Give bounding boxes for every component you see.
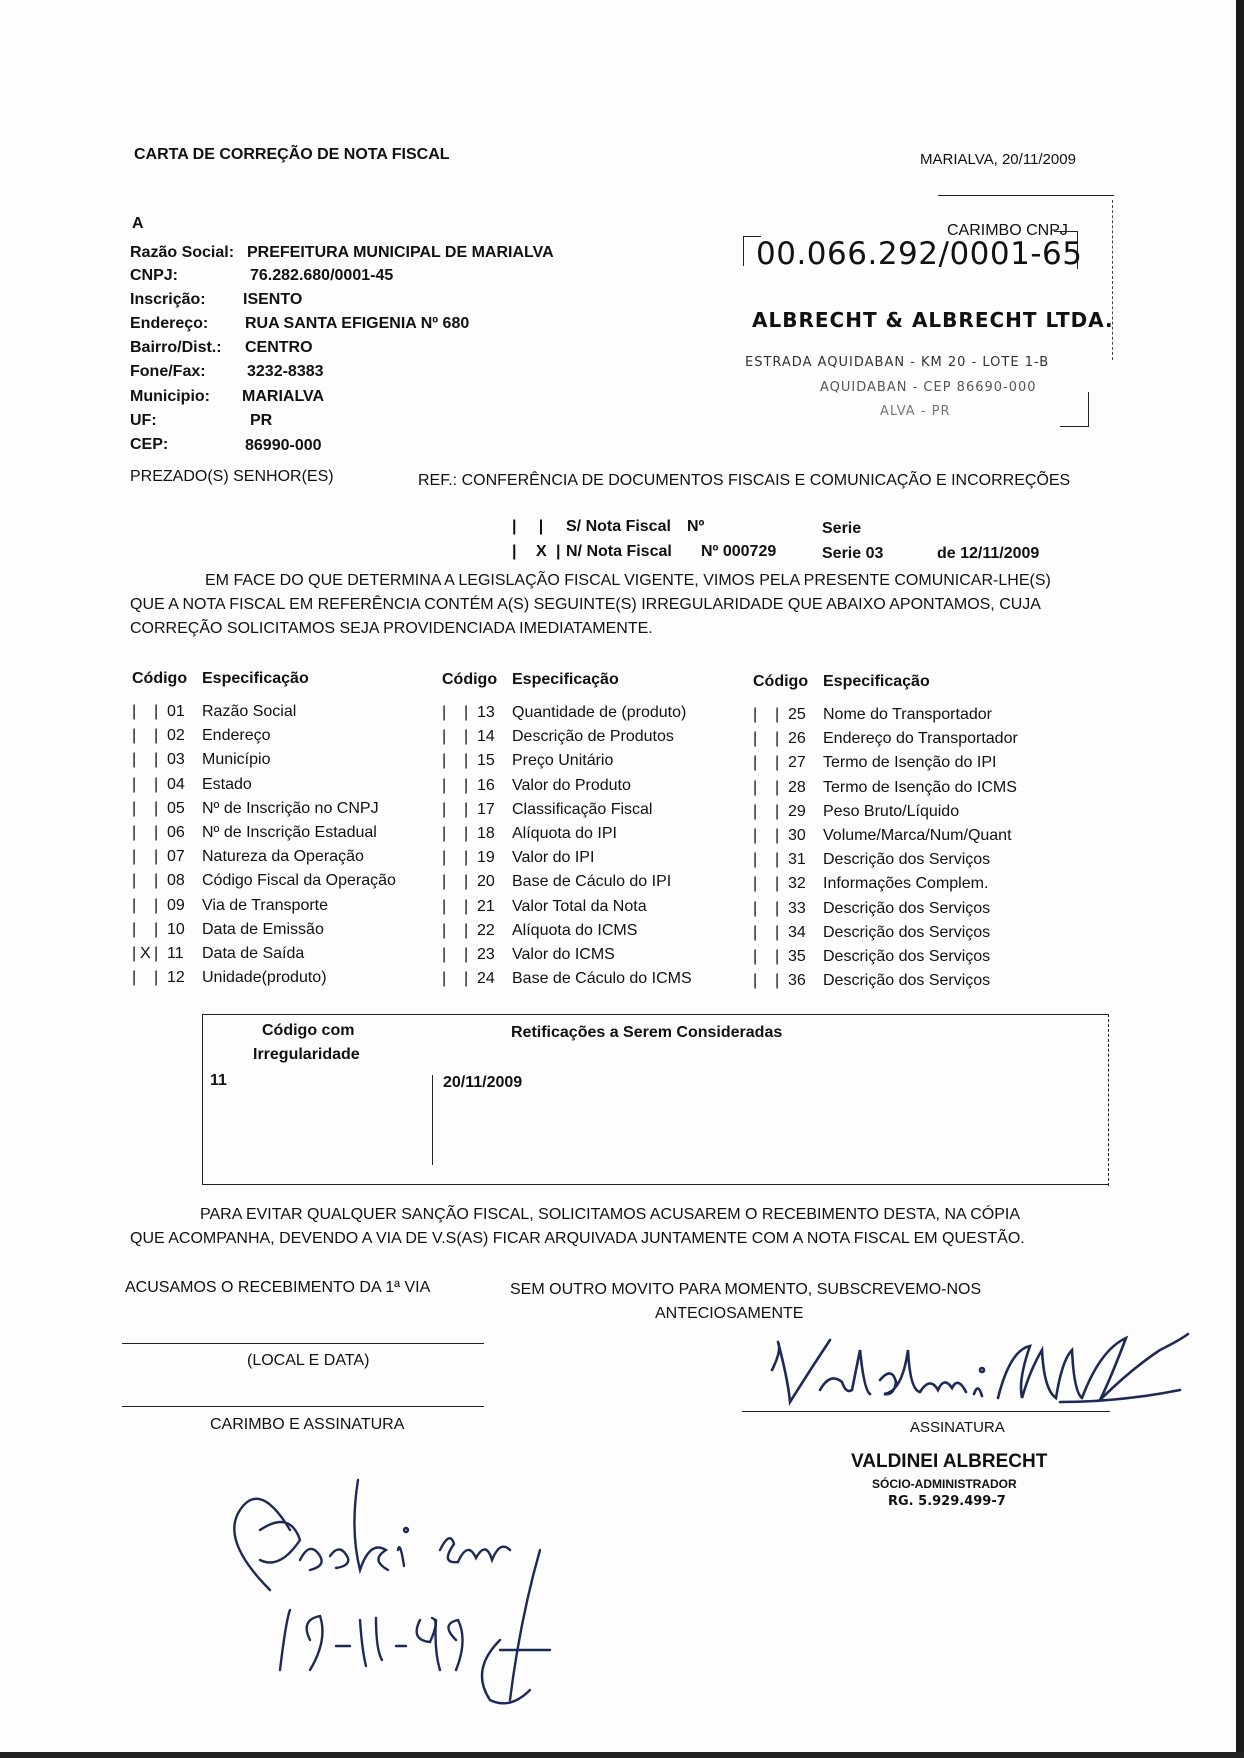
code-number: 26 [788, 730, 806, 748]
code-row-35 [753, 948, 1053, 970]
code-row-17 [442, 801, 742, 823]
field-value-cep: 86990-000 [245, 437, 322, 454]
code-number: 15 [477, 752, 495, 770]
code-spec: Descrição dos Serviços [823, 972, 991, 990]
code-spec: Via de Transporte [202, 896, 329, 914]
closing-line1: PARA EVITAR QUALQUER SANÇÃO FISCAL, SOLICITAMOS ACUSAREM O RECEBIMENTO DESTA, NA CÓPIA [200, 1206, 1021, 1223]
retif-col1-header-l1: Código com [262, 1022, 355, 1039]
code-row-36 [753, 972, 1053, 994]
code-checkbox-right: | [775, 851, 780, 869]
stamp-bracket-left [743, 236, 744, 266]
code-checkbox-left: | [753, 923, 758, 941]
code-spec: Endereço do Transportador [823, 730, 1018, 748]
retif-divider [432, 1075, 433, 1165]
code-spec: Valor do ICMS [512, 946, 615, 963]
code-checkbox-left: | [753, 948, 758, 965]
retif-left-line [202, 1014, 203, 1184]
code-number: 36 [788, 972, 806, 990]
nota-row1-serie: Serie [822, 520, 862, 537]
code-checkbox-right: | [775, 802, 780, 820]
code-number: 33 [788, 899, 806, 917]
code-number: 32 [788, 875, 806, 893]
reference: REF.: CONFERÊNCIA DE DOCUMENTOS FISCAIS E COMUNICAÇÃO E INCORREÇÕES [418, 472, 1071, 489]
code-row-02 [132, 727, 432, 749]
code-checkbox-right: | [154, 775, 159, 793]
code-spec: Base de Cáculo do ICMS [512, 970, 692, 988]
nota-row2-label: N/ Nota Fiscal [566, 543, 672, 560]
code-spec: Nº de Inscrição no CNPJ [202, 799, 379, 817]
code-spec: Descrição dos Serviços [823, 923, 991, 941]
retif-bottom-line [202, 1184, 1109, 1185]
code-checkbox-right: | [775, 706, 780, 723]
codes-col3-header-code: Código [753, 673, 809, 690]
code-checkbox-left: | [442, 825, 447, 842]
code-number: 07 [167, 848, 185, 866]
stamp-dashed-edge [1112, 200, 1113, 360]
code-checkbox-left: | [753, 802, 758, 820]
code-number: 09 [167, 896, 185, 914]
code-row-21 [442, 898, 742, 920]
nota-row1-no: Nº [687, 518, 705, 535]
code-checkbox-right: | [775, 730, 780, 748]
code-row-33 [753, 900, 1053, 922]
code-number: 27 [788, 754, 806, 772]
code-spec: Termo de Isenção do IPI [823, 754, 997, 772]
field-value-uf: PR [250, 412, 273, 429]
code-checkbox-right: | [154, 945, 159, 962]
code-spec: Data de Saída [202, 945, 305, 962]
code-checkbox-left: | [442, 946, 447, 963]
code-checkbox-left: | [753, 899, 758, 917]
nota-row1 [512, 518, 543, 536]
code-checkbox-right: | [154, 799, 159, 817]
code-checkbox-right: | [775, 923, 780, 941]
nota-row2-date: de 12/11/2009 [937, 545, 1040, 562]
code-number: 18 [477, 825, 495, 842]
code-checkbox-mark: X [140, 945, 151, 962]
code-row-15 [442, 752, 742, 774]
code-checkbox-left: | [442, 800, 447, 818]
code-spec: Quantidade de (produto) [512, 704, 687, 721]
code-checkbox-left: | [442, 970, 447, 988]
code-checkbox-right: | [775, 778, 780, 796]
recipient-to: A [132, 215, 144, 232]
retif-entry-text: 20/11/2009 [443, 1074, 523, 1091]
code-checkbox-left: | [132, 872, 137, 890]
code-number: 08 [167, 872, 185, 890]
code-row-34 [753, 924, 1053, 946]
code-number: 29 [788, 802, 806, 820]
stamp-sign-label: CARIMBO E ASSINATURA [210, 1416, 405, 1433]
code-checkbox-right: | [154, 969, 159, 987]
code-checkbox-left: | [753, 972, 758, 990]
code-row-25 [753, 706, 1053, 728]
field-label-municipio: Municipio: [130, 388, 210, 405]
code-checkbox-left: | [132, 848, 137, 866]
code-spec: Classificação Fiscal [512, 800, 653, 818]
intro-line2: QUE A NOTA FISCAL EM REFERÊNCIA CONTÉM A(S) SEGUINTE(S) IRREGULARIDADE QUE ABAIXO APONTAMOS, CUJA [130, 596, 1041, 613]
code-row-16 [442, 777, 742, 799]
retif-col1-header-l2: Irregularidade [253, 1046, 360, 1063]
signature-label: ASSINATURA [910, 1419, 1005, 1436]
code-checkbox-left: | [753, 754, 758, 772]
code-checkbox-left: | [442, 849, 447, 867]
stamp-bracket-br [1088, 392, 1089, 427]
code-checkbox-right: | [464, 800, 469, 818]
stamp-company: ALBRECHT & ALBRECHT LTDA. [752, 308, 1114, 332]
codes-col1-header-spec: Especificação [202, 670, 309, 687]
field-label-fone: Fone/Fax: [130, 363, 206, 380]
code-checkbox-right: | [775, 754, 780, 772]
code-checkbox-right: | [464, 897, 469, 915]
field-label-bairro: Bairro/Dist.: [130, 339, 222, 356]
code-checkbox-right: | [464, 921, 469, 939]
code-checkbox-right: | [464, 849, 469, 867]
code-spec: Nome do Transportador [823, 706, 992, 723]
codes-col3-header-spec: Especificação [823, 673, 930, 690]
code-checkbox-right: | [775, 972, 780, 990]
code-spec: Descrição de Produtos [512, 728, 674, 746]
code-checkbox-left: | [132, 703, 137, 720]
code-spec: Estado [202, 775, 252, 793]
code-checkbox-right: | [775, 875, 780, 893]
code-checkbox-right: | [464, 825, 469, 842]
code-row-08 [132, 872, 432, 894]
nota-row2-bracket-right: | [556, 543, 561, 560]
code-number: 19 [477, 849, 495, 867]
code-number: 17 [477, 800, 495, 818]
nota-row2-no: Nº 000729 [701, 543, 777, 560]
code-row-31 [753, 851, 1053, 873]
code-spec: Descrição dos Serviços [823, 899, 991, 917]
code-number: 35 [788, 948, 806, 965]
code-row-18 [442, 825, 742, 847]
code-checkbox-right: | [775, 948, 780, 965]
code-checkbox-left: | [132, 969, 137, 987]
code-spec: Razão Social [202, 703, 297, 720]
code-checkbox-left: | [132, 920, 137, 938]
code-number: 16 [477, 776, 495, 794]
retif-entry-code: 11 [210, 1072, 227, 1089]
code-row-14 [442, 728, 742, 750]
code-checkbox-left: | [442, 728, 447, 746]
code-number: 03 [167, 751, 185, 769]
field-value-municipio: MARIALVA [242, 388, 325, 405]
stamp-label: CARIMBO CNPJ [947, 222, 1068, 239]
code-row-12 [132, 969, 432, 991]
code-number: 30 [788, 827, 806, 844]
code-spec: Informações Complem. [823, 875, 989, 893]
code-number: 14 [477, 728, 495, 746]
code-row-22 [442, 922, 742, 944]
code-checkbox-left: | [442, 776, 447, 794]
code-row-11 [132, 945, 432, 967]
code-row-32 [753, 875, 1053, 897]
code-checkbox-left: | [132, 775, 137, 793]
stamp-line1: ESTRADA AQUIDABAN - KM 20 - LOTE 1-B [745, 355, 1050, 370]
code-spec: Descrição dos Serviços [823, 851, 991, 869]
nota-row2-bracket-left: | [512, 543, 517, 560]
code-checkbox-left: | [132, 799, 137, 817]
code-spec: Termo de Isenção do ICMS [823, 778, 1017, 796]
stamp-line2: AQUIDABAN - CEP 86690-000 [820, 380, 1037, 395]
field-label-endereco: Endereço: [130, 315, 209, 332]
code-checkbox-left: | [132, 945, 137, 962]
code-checkbox-left: | [442, 873, 447, 891]
code-number: 11 [167, 945, 184, 962]
code-checkbox-left: | [442, 704, 447, 721]
stamp-cnpj: 00.066.292/0001-65 [756, 236, 1083, 272]
code-row-09 [132, 897, 432, 919]
code-row-03 [132, 751, 432, 773]
code-row-10 [132, 921, 432, 943]
handwritten-signature [760, 1310, 1190, 1420]
scan-edge-right [1236, 0, 1244, 1758]
code-checkbox-left: | [753, 875, 758, 893]
local-date-label: (LOCAL E DATA) [247, 1352, 370, 1369]
greeting: PREZADO(S) SENHOR(ES) [130, 468, 334, 485]
code-row-26 [753, 730, 1053, 752]
code-row-30 [753, 827, 1053, 849]
field-value-inscricao: ISENTO [243, 291, 303, 308]
code-checkbox-right: | [775, 899, 780, 917]
code-row-07 [132, 848, 432, 870]
closing-line2: QUE ACOMPANHA, DEVENDO A VIA DE V.S(AS) FICAR ARQUIVADA JUNTAMENTE COM A NOTA FISCAL EM QUESTÃO. [130, 1230, 1025, 1247]
scan-edge-bottom [0, 1752, 1244, 1758]
retif-right-line [1108, 1014, 1109, 1186]
field-value-fone: 3232-8383 [247, 363, 324, 380]
field-value-endereco: RUA SANTA EFIGENIA Nº 680 [245, 315, 470, 332]
code-number: 02 [167, 727, 185, 745]
code-checkbox-right: | [154, 703, 159, 720]
code-spec: Endereço [202, 727, 271, 745]
code-number: 01 [167, 703, 185, 720]
code-checkbox-left: | [753, 706, 758, 723]
code-number: 10 [167, 920, 185, 938]
code-spec: Unidade(produto) [202, 969, 327, 987]
code-number: 04 [167, 775, 185, 793]
code-checkbox-right: | [154, 920, 159, 938]
code-checkbox-left: | [132, 896, 137, 914]
stamp-line3: ALVA - PR [880, 404, 951, 419]
nota-row2-mark: X [536, 543, 547, 560]
code-spec: Descrição dos Serviços [823, 948, 991, 965]
code-number: 05 [167, 799, 185, 817]
code-number: 24 [477, 970, 495, 988]
code-row-28 [753, 779, 1053, 801]
code-checkbox-left: | [753, 730, 758, 748]
code-checkbox-left: | [132, 824, 137, 841]
code-row-23 [442, 946, 742, 968]
code-number: 25 [788, 706, 806, 723]
code-row-13 [442, 704, 742, 726]
nota-row1-bracket: | | [512, 518, 544, 535]
code-checkbox-right: | [154, 872, 159, 890]
field-value-cnpj: 76.282.680/0001-45 [250, 267, 394, 284]
code-checkbox-right: | [154, 751, 159, 769]
receipt-ack: ACUSAMOS O RECEBIMENTO DA 1ª VIA [125, 1279, 431, 1296]
code-row-24 [442, 970, 742, 992]
code-row-20 [442, 873, 742, 895]
code-spec: Valor do IPI [512, 849, 595, 867]
code-spec: Natureza da Operação [202, 848, 364, 866]
field-label-cnpj: CNPJ: [130, 267, 179, 284]
stamp-corner-top [1054, 231, 1078, 232]
code-checkbox-right: | [154, 896, 159, 914]
document-title: CARTA DE CORREÇÃO DE NOTA FISCAL [134, 146, 450, 163]
code-number: 21 [477, 897, 495, 915]
code-checkbox-right: | [464, 970, 469, 988]
code-number: 28 [788, 778, 806, 796]
local-date-line [122, 1343, 484, 1344]
stamp-corner-br [1060, 426, 1089, 427]
code-checkbox-right: | [154, 824, 159, 841]
code-spec: Data de Emissão [202, 920, 324, 938]
code-number: 31 [788, 851, 806, 869]
field-value-razao: PREFEITURA MUNICIPAL DE MARIALVA [247, 244, 554, 261]
code-checkbox-right: | [464, 752, 469, 770]
code-checkbox-right: | [154, 727, 159, 745]
code-checkbox-left: | [442, 752, 447, 770]
code-number: 13 [477, 704, 495, 721]
retif-col2-header: Retificações a Serem Consideradas [511, 1024, 783, 1041]
codes-col2-header-code: Código [442, 671, 498, 688]
code-number: 34 [788, 923, 806, 941]
code-checkbox-right: | [464, 873, 469, 891]
code-spec: Preço Unitário [512, 752, 614, 770]
code-row-01 [132, 703, 432, 725]
sender-name: VALDINEI ALBRECHT [851, 1451, 1048, 1472]
code-row-27 [753, 754, 1053, 776]
code-row-04 [132, 776, 432, 798]
code-spec: Base de Cáculo do IPI [512, 873, 672, 891]
code-row-19 [442, 849, 742, 871]
code-checkbox-left: | [753, 778, 758, 796]
code-spec: Peso Bruto/Líquido [823, 802, 960, 820]
code-spec: Município [202, 751, 271, 769]
code-spec: Código Fiscal da Operação [202, 872, 396, 890]
code-checkbox-right: | [464, 946, 469, 963]
code-checkbox-right: | [775, 827, 780, 844]
intro-line1: EM FACE DO QUE DETERMINA A LEGISLAÇÃO FISCAL VIGENTE, VIMOS PELA PRESENTE COMUNICAR-LHE(S) [205, 572, 1051, 589]
field-label-cep: CEP: [130, 436, 169, 453]
sender-rg: RG. 5.929.499-7 [888, 1494, 1006, 1509]
code-spec: Valor do Produto [512, 776, 631, 794]
code-checkbox-left: | [132, 751, 137, 769]
field-label-uf: UF: [130, 412, 157, 429]
code-number: 12 [167, 969, 185, 987]
code-checkbox-left: | [442, 921, 447, 939]
codes-col1-header-code: Código [132, 670, 188, 687]
place-date: MARIALVA, 20/11/2009 [920, 151, 1076, 168]
field-label-razao: Razão Social: [130, 244, 235, 261]
stamp-sign-line [122, 1406, 484, 1407]
code-number: 22 [477, 921, 495, 939]
intro-line3: CORREÇÃO SOLICITAMOS SEJA PROVIDENCIADA IMEDIATAMENTE. [130, 620, 653, 637]
sender-closing2: ANTECIOSAMENTE [655, 1305, 804, 1322]
code-spec: Alíquota do ICMS [512, 921, 638, 939]
sender-closing1: SEM OUTRO MOVITO PARA MOMENTO, SUBSCREVEMO-NOS [510, 1281, 982, 1298]
nota-row1-label: S/ Nota Fiscal [566, 518, 671, 535]
code-checkbox-right: | [464, 704, 469, 721]
code-number: 23 [477, 946, 495, 963]
code-row-05 [132, 800, 432, 822]
code-checkbox-left: | [753, 827, 758, 844]
sender-role: SÓCIO-ADMINISTRADOR [872, 1477, 1017, 1491]
nota-row2-serie: Serie 03 [822, 545, 884, 562]
code-checkbox-left: | [753, 851, 758, 869]
code-spec: Volume/Marca/Num/Quant [823, 827, 1012, 844]
codes-col2-header-spec: Especificação [512, 671, 619, 688]
code-checkbox-right: | [464, 728, 469, 746]
code-checkbox-right: | [154, 848, 159, 866]
field-label-inscricao: Inscrição: [130, 291, 206, 308]
code-number: 06 [167, 824, 185, 841]
date-underline [938, 195, 1114, 196]
code-number: 20 [477, 873, 495, 891]
code-checkbox-right: | [464, 776, 469, 794]
code-spec: Valor Total da Nota [512, 897, 647, 915]
code-checkbox-left: | [442, 897, 447, 915]
code-row-06 [132, 824, 432, 846]
retif-top-line [202, 1014, 1109, 1015]
handwritten-receipt-note [200, 1470, 640, 1730]
code-row-29 [753, 803, 1053, 825]
code-spec: Alíquota do IPI [512, 825, 617, 842]
code-checkbox-left: | [132, 727, 137, 745]
code-spec: Nº de Inscrição Estadual [202, 824, 377, 841]
field-value-bairro: CENTRO [245, 339, 313, 356]
